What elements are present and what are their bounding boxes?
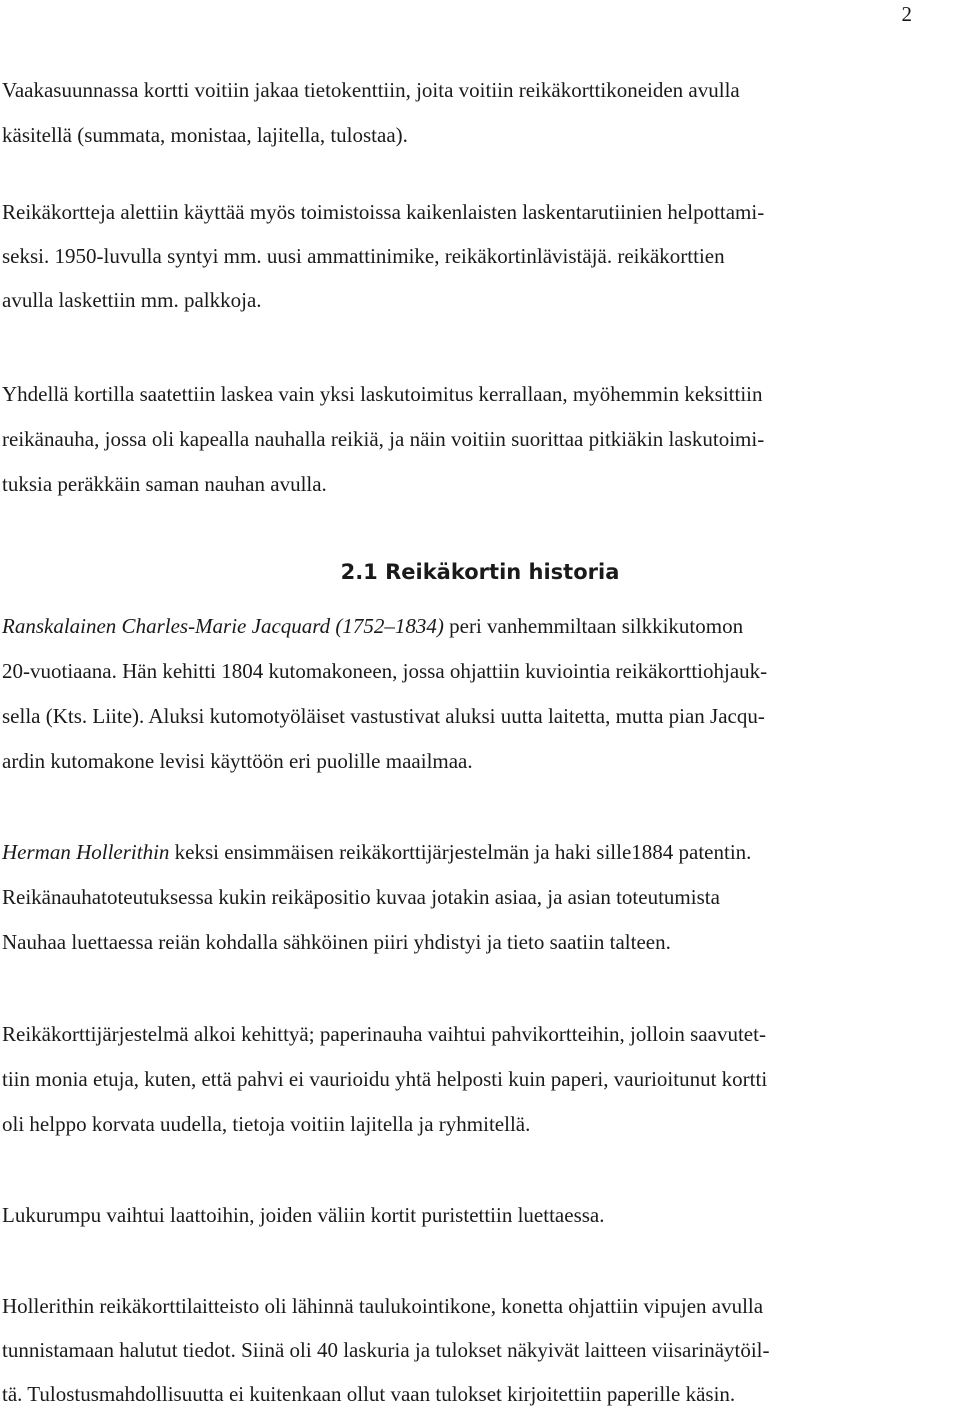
text-line: Reikänauhatoteutuksessa kukin reikäpositio kuvaa jotakin asiaa, ja asian toteutumista — [2, 885, 720, 909]
text-line: Hollerithin reikäkorttilaitteisto oli lähinnä taulukointikone, konetta ohjattiin vipujen avulla — [2, 1294, 764, 1318]
text-span: peri vanhemmiltaan silkkikutomon — [443, 614, 744, 638]
text-line: oli helppo korvata uudella, tietoja voitiin lajitella ja ryhmitellä. — [2, 1112, 531, 1136]
text-line: 20-vuotiaana. Hän kehitti 1804 kutomakoneen, jossa ohjattiin kuviointia reikäkorttiohjauk- — [2, 659, 768, 683]
text-line: avulla laskettiin mm. palkkoja. — [2, 288, 262, 312]
text-line: tiin monia etuja, kuten, että pahvi ei vaurioidu yhtä helposti kuin paperi, vaurioitunut kortti — [2, 1067, 768, 1091]
text-line: ardin kutomakone levisi käyttöön eri puolille maailmaa. — [2, 749, 473, 773]
text-line: Reikäkortteja alettiin käyttää myös toimistoissa kaikenlaisten laskentarutiinien helpottami- — [2, 200, 765, 224]
text-line: Reikäkorttijärjestelmä alkoi kehittyä; paperinauha vaihtui pahvikortteihin, jolloin saavutet- — [2, 1022, 766, 1046]
jacquard-name: Ranskalainen Charles-Marie Jacquard (1752–1834) — [2, 614, 444, 638]
section-heading: 2.1 Reikäkortin historia — [340, 560, 620, 584]
hollerith-name: Herman Hollerithin — [2, 840, 170, 864]
text-line: tä. Tulostusmahdollisuutta ei kuitenkaan ollut vaan tulokset kirjoitettiin paperille käsin. — [2, 1382, 736, 1406]
text-line: tuksia peräkkäin saman nauhan avulla. — [2, 472, 327, 496]
text-line: reikänauha, jossa oli kapealla nauhalla reikiä, ja näin voitiin suorittaa pitkiäkin laskutoimi- — [2, 427, 765, 451]
text-span: keksi ensimmäisen reikäkorttijärjestelmän ja haki sille1884 patentin. — [169, 840, 752, 864]
text-line: käsitellä (summata, monistaa, lajitella, tulostaa). — [2, 123, 408, 147]
text-line: Lukurumpu vaihtui laattoihin, joiden väliin kortit puristettiin luettaessa. — [2, 1203, 605, 1227]
text-line: seksi. 1950-luvulla syntyi mm. uusi ammattinimike, reikäkortinlävistäjä. reikäkorttien — [2, 244, 725, 268]
text-line: sella (Kts. Liite). Aluksi kutomotyöläiset vastustivat aluksi uutta laitetta, mutta pian Jacqu- — [2, 704, 765, 728]
page-number: 2 — [901, 2, 912, 26]
text-line: Vaakasuunnassa kortti voitiin jakaa tietokenttiin, joita voitiin reikäkorttikoneiden avulla — [2, 78, 740, 102]
text-line — [2, 838, 751, 866]
text-line: Yhdellä kortilla saatettiin laskea vain yksi laskutoimitus kerrallaan, myöhemmin keksittiin — [2, 382, 763, 406]
text-line: tunnistamaan halutut tiedot. Siinä oli 40 laskuria ja tulokset näkyivät laitteen viisarinäytöil- — [2, 1338, 770, 1362]
text-line — [2, 612, 743, 640]
text-line: Nauhaa luettaessa reiän kohdalla sähköinen piiri yhdistyi ja tieto saatiin talteen. — [2, 930, 671, 954]
